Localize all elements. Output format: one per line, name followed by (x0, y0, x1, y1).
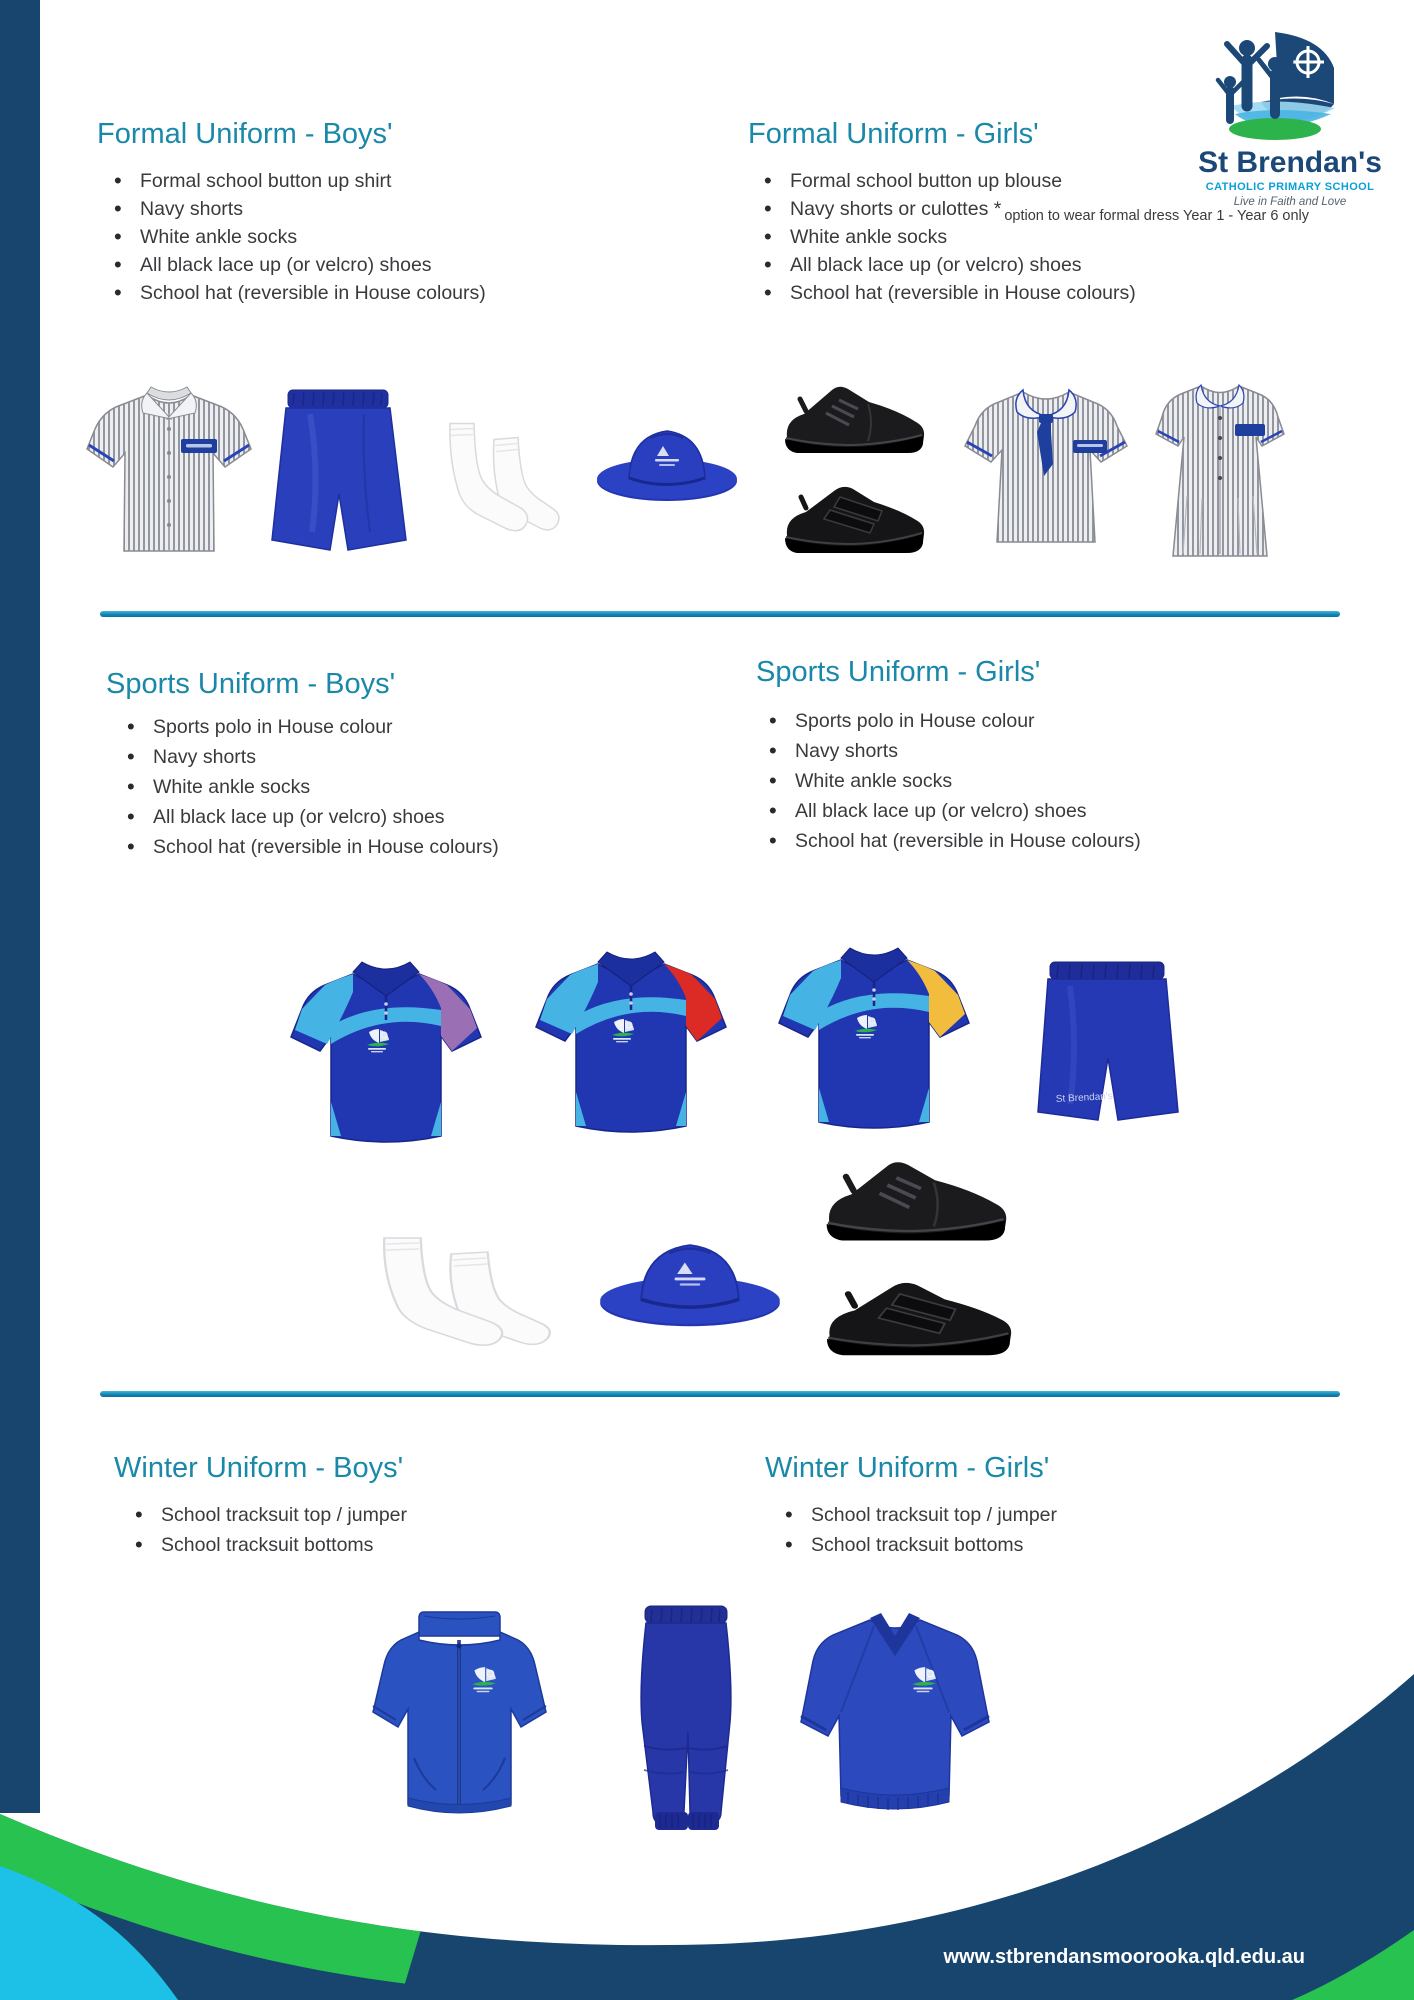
sports-shoe-lace-image (815, 1146, 1010, 1255)
shorts-brand-text: St Brendan's (1055, 1091, 1114, 1105)
section-divider (100, 611, 1340, 617)
formal-boys-heading: Formal Uniform - Boys' (97, 118, 393, 150)
sports-polo-red-image (520, 942, 742, 1147)
list-item: • White ankle socks (112, 226, 486, 254)
list-item: • All black lace up (or velcro) shoes (762, 254, 1309, 282)
formal-socks-image (436, 415, 561, 560)
list-item: • Navy shorts (767, 740, 1141, 770)
website-url[interactable]: www.stbrendansmoorooka.qld.edu.au (943, 1946, 1305, 1968)
list-item: • School tracksuit top / jumper (783, 1504, 1057, 1534)
formal-girls-heading: Formal Uniform - Girls' (748, 118, 1039, 150)
list-item: • School tracksuit bottoms (133, 1534, 407, 1564)
list-item: • School tracksuit bottoms (783, 1534, 1057, 1564)
list-item: • School hat (reversible in House colours) (125, 836, 499, 866)
list-item: • School hat (reversible in House colours) (112, 282, 486, 310)
list-item: • Sports polo in House colour (125, 716, 499, 746)
list-item: • Formal school button up blouse (762, 170, 1309, 198)
formal-shorts-image (258, 382, 418, 565)
list-item: • Sports polo in House colour (767, 710, 1141, 740)
list-item: • White ankle socks (762, 226, 1309, 254)
sports-shoe-velcro-image (815, 1260, 1015, 1369)
formal-shoe-lace-image (776, 373, 927, 466)
formal-shoe-velcro-image (776, 466, 927, 566)
list-item: • Navy shorts (125, 746, 499, 776)
list-item: • All black lace up (or velcro) shoes (767, 800, 1141, 830)
sports-polo-gold-image (763, 938, 985, 1143)
list-item: • White ankle socks (125, 776, 499, 806)
school-logo-icon (1205, 30, 1340, 142)
formal-hat-image (593, 418, 741, 511)
sports-boys-heading: Sports Uniform - Boys' (106, 668, 396, 700)
sports-girls-list (767, 710, 1141, 860)
culottes-note: option to wear formal dress Year 1 - Year 6 only (1004, 208, 1310, 224)
list-item-text: Navy shorts or culottes * (790, 198, 1002, 220)
list-item: • Formal school button up shirt (112, 170, 486, 198)
school-subtitle: CATHOLIC PRIMARY SCHOOL (1205, 181, 1375, 193)
school-name: St Brendan's (1198, 146, 1382, 179)
formal-dress-image (1147, 376, 1292, 573)
list-item: • School hat (reversible in House colours) (767, 830, 1141, 860)
sports-shorts-image (1020, 952, 1195, 1142)
sports-hat-image (595, 1230, 785, 1337)
list-item: • White ankle socks (767, 770, 1141, 800)
sports-polo-purple-image (275, 952, 497, 1157)
school-tagline: Live in Faith and Love (1233, 196, 1347, 208)
formal-boys-list (112, 170, 486, 310)
winter-boys-list (133, 1504, 407, 1564)
footer-wave-graphic (0, 1600, 1414, 2000)
school-logo (1205, 30, 1340, 147)
list-item: • School tracksuit top / jumper (133, 1504, 407, 1534)
list-item (762, 198, 1309, 226)
sports-socks-image (363, 1232, 553, 1372)
formal-blouse-image (957, 380, 1135, 555)
section-divider (100, 1391, 1340, 1397)
list-item: • All black lace up (or velcro) shoes (112, 254, 486, 282)
sports-girls-heading: Sports Uniform - Girls' (756, 656, 1041, 688)
list-item: • School hat (reversible in House colours) (762, 282, 1309, 310)
winter-boys-heading: Winter Uniform - Boys' (114, 1452, 404, 1484)
left-accent-bar (0, 0, 40, 1813)
list-item: • All black lace up (or velcro) shoes (125, 806, 499, 836)
formal-shirt-image (83, 385, 255, 565)
winter-girls-list (783, 1504, 1057, 1564)
sports-boys-list (125, 716, 499, 866)
list-item: • Navy shorts (112, 198, 486, 226)
winter-girls-heading: Winter Uniform - Girls' (765, 1452, 1050, 1484)
formal-girls-list (762, 170, 1309, 310)
